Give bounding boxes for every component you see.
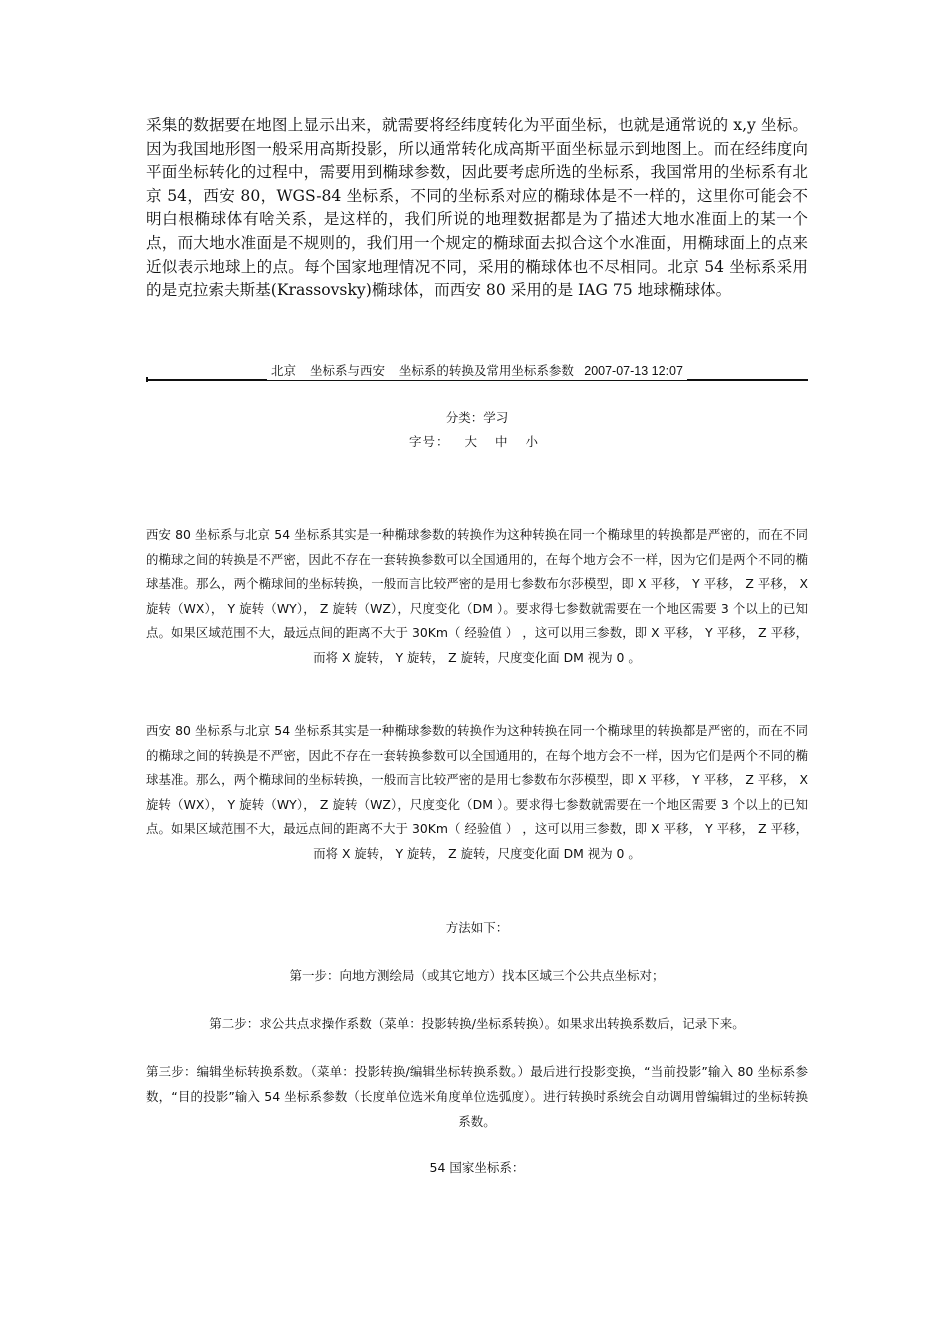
body-paragraph-1: 西安 80 坐标系与北京 54 坐标系其实是一种椭球参数的转换作为这种转换在同一个椭球里的转换都是严密的，而在不同的椭球之间的转换是不严密，因此不存在一套转换参数可以全国通用的，在每个地方会不一样，因为它们是两个不同的椭球基准。那么，两个椭球间的坐标转换，一般而言比较严密的是用七参数布尔莎模型，即 X 平移， Y 平移， Z 平移， X 旋转（WX）， Y 旋转（WY）， Z 旋转（WZ），尺度变化（DM ）。要求得七参数就需要在一个地区需要 3 个以上的已知点。如果区域范围不大，最远点间的距离不大于 30Km（ 经验值 ） ，这可以用三参数，即 X 平移， Y 平移， Z 平移，而将 X 旋转， Y 旋转， Z 旋转，尺度变化面 DM 视为 0 。 [146,527,808,665]
step-3: 第三步：编辑坐标转换系数。（菜单：投影转换/编辑坐标转换系数。）最后进行投影变换，“当前投影”输入 80 坐标系参数，“目的投影”输入 54 坐标系参数（长度单位选米角度单位选弧度）。进行转换时系统会自动调用曾编辑过的坐标转换系数。 [146,1064,808,1129]
method-heading: 方法如下： [445,920,509,935]
font-size-medium-link[interactable]: 中 [494,434,509,449]
font-size-selector [146,432,808,450]
article-category: 分类：学习 [445,410,509,425]
font-size-large-link[interactable]: 大 [464,434,478,449]
step-2: 第二步：求公共点求操作系数（菜单：投影转换/坐标系转换）。如果求出转换系数后，记录下来。 [209,1016,745,1031]
coord54-heading: 54 国家坐标系： [429,1160,525,1175]
step-1: 第一步：向地方测绘局（或其它地方）找本区域三个公共点坐标对； [289,968,665,983]
font-size-label: 字号： [408,434,450,449]
body-paragraph-2: 西安 80 坐标系与北京 54 坐标系其实是一种椭球参数的转换作为这种转换在同一个椭球里的转换都是严密的，而在不同的椭球之间的转换是不严密，因此不存在一套转换参数可以全国通用的，在每个地方会不一样，因为它们是两个不同的椭球基准。那么，两个椭球间的坐标转换，一般而言比较严密的是用七参数布尔莎模型，即 X 平移， Y 平移， Z 平移， X 旋转（WX）， Y 旋转（WY）， Z 旋转（WZ），尺度变化（DM ）。要求得七参数就需要在一个地区需要 3 个以上的已知点。如果区域范围不大，最远点间的距离不大于 30Km（ 经验值 ） ，这可以用三参数，即 X 平移， Y 平移， Z 平移，而将 X 旋转， Y 旋转， Z 旋转，尺度变化面 DM 视为 0 。 [146,723,808,861]
intro-paragraph: 采集的数据要在地图上显示出来，就需要将经纬度转化为平面坐标，也就是通常说的 x,y 坐标。因为我国地形图一般采用高斯投影，所以通常转化成高斯平面坐标显示到地图上。而在经纬度向平面坐标转化的过程中，需要用到椭球参数，因此要考虑所选的坐标系，我国常用的坐标系有北京 54，西安 80，WGS-84 坐标系，不同的坐标系对应的椭球体是不一样的，这里你可能会不明白根椭球体有啥关系，是这样的，我们所说的地理数据都是为了描述大地水准面上的某一个点，而大地水准面是不规则的，我们用一个规定的椭球面去拟合这个水准面，用椭球面上的点来近似表示地球上的点。每个国家地理情况不同，采用的椭球体也不尽相同。北京 54 坐标系采用的是克拉索夫斯基(Krassovsky)椭球体，而西安 80 采用的是 IAG 75 地球椭球体。 [146,116,808,300]
font-size-small-link[interactable]: 小 [525,434,539,449]
article-title-bar [146,362,808,382]
article-title: 北京 坐标系与西安 坐标系的转换及常用坐标系参数 2007-07-13 12:07 [267,362,687,380]
title-underline-tick [146,377,148,382]
